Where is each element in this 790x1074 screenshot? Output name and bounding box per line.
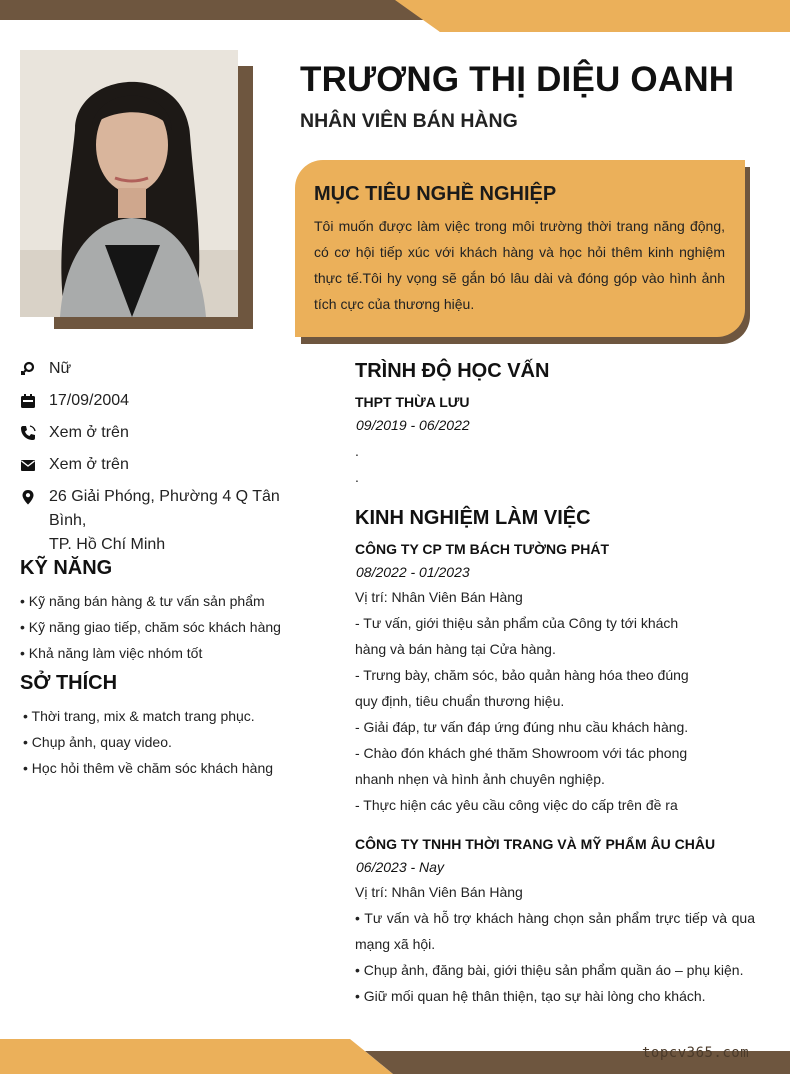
experience-title: KINH NGHIỆM LÀM VIỆC xyxy=(355,507,591,529)
top-bar-gold xyxy=(395,0,790,32)
job-detail: - Chào đón khách ghé thăm Showroom với tác phong xyxy=(355,745,688,761)
job-period: 08/2022 - 01/2023 xyxy=(356,564,470,580)
address-line-1: 26 Giải Phóng, Phường 4 Q Tân Bình, xyxy=(49,488,280,529)
calendar-icon xyxy=(20,393,36,409)
contact-email xyxy=(20,453,320,477)
contact-gender xyxy=(20,357,320,381)
job-detail: • Tư vấn và hỗ trợ khách hàng chọn sản phẩm trực tiếp và qua mạng xã hội. xyxy=(355,910,755,952)
contact-address xyxy=(20,485,320,557)
job-detail: Vị trí: Nhân Viên Bán Hàng xyxy=(355,884,523,900)
school-name: THPT THỪA LƯU xyxy=(355,394,470,410)
skill-item: • Kỹ năng giao tiếp, chăm sóc khách hàng xyxy=(20,619,281,635)
job-detail: - Thực hiện các yêu cầu công việc do cấp trên đề ra xyxy=(355,797,678,813)
email-icon xyxy=(20,457,36,473)
job-detail: • Chụp ảnh, đăng bài, giới thiệu sản phẩm quần áo – phụ kiện. xyxy=(355,962,744,978)
company-name: CÔNG TY TNHH THỜI TRANG VÀ MỸ PHẨM ÂU CHÂU xyxy=(355,836,716,852)
hobbies-title: SỞ THÍCH xyxy=(20,672,118,694)
candidate-name: TRƯƠNG THỊ DIỆU OANH xyxy=(300,60,735,99)
profile-photo xyxy=(20,50,238,317)
watermark: topcv365.com xyxy=(642,1045,750,1061)
phone-value: Xem ở trên xyxy=(49,424,129,441)
job-detail: hàng và bán hàng tại Cửa hàng. xyxy=(355,641,556,657)
company-name: CÔNG TY CP TM BÁCH TƯỜNG PHÁT xyxy=(355,541,610,557)
phone-icon xyxy=(20,425,36,441)
gender-icon xyxy=(20,361,36,377)
skill-item: • Kỹ năng bán hàng & tư vấn sản phẩm xyxy=(20,593,265,609)
hobby-item: • Thời trang, mix & match trang phục. xyxy=(23,708,255,724)
education-title: TRÌNH ĐỘ HỌC VẤN xyxy=(355,360,550,382)
contact-birthday xyxy=(20,389,320,413)
top-decor-bar xyxy=(0,0,790,32)
job-title: NHÂN VIÊN BÁN HÀNG xyxy=(300,110,518,132)
portrait-photo xyxy=(20,50,238,317)
address-value xyxy=(49,485,320,557)
bottom-bar-gold xyxy=(0,1039,393,1074)
contact-phone xyxy=(20,421,320,445)
education-line: . xyxy=(355,443,359,459)
skill-item: • Khả năng làm việc nhóm tốt xyxy=(20,645,203,661)
job-detail: quy định, tiêu chuẩn thương hiệu. xyxy=(355,693,565,709)
education-period: 09/2019 - 06/2022 xyxy=(356,417,470,433)
skills-title: KỸ NĂNG xyxy=(20,557,113,579)
job-detail: Vị trí: Nhân Viên Bán Hàng xyxy=(355,589,523,605)
email-value: Xem ở trên xyxy=(49,456,129,473)
objective-title: MỤC TIÊU NGHỀ NGHIỆP xyxy=(314,183,557,205)
job-detail: - Giải đáp, tư vấn đáp ứng đúng nhu cầu khách hàng. xyxy=(355,719,689,735)
job-detail: nhanh nhẹn và hình ảnh chuyên nghiệp. xyxy=(355,771,605,787)
hobby-item: • Chụp ảnh, quay video. xyxy=(23,734,172,750)
job-detail: • Giữ mối quan hệ thân thiện, tạo sự hài lòng cho khách. xyxy=(355,988,706,1004)
address-line-2: TP. Hồ Chí Minh xyxy=(49,536,166,553)
top-bar-gap xyxy=(0,20,440,32)
job-detail: - Tư vấn, giới thiệu sản phẩm của Công ty tới khách xyxy=(355,615,679,631)
hobby-item: • Học hỏi thêm về chăm sóc khách hàng xyxy=(23,760,274,776)
job-detail: - Trưng bày, chăm sóc, bảo quản hàng hóa theo đúng xyxy=(355,667,689,683)
education-line: . xyxy=(355,469,359,485)
objective-text: Tôi muốn được làm việc trong môi trường thời trang năng động, có cơ hội tiếp xúc với khách hàng và học hỏi thêm kinh nghiệm thực tế.Tôi hy vọng sẽ gắn bó lâu dài và đóng góp vào hình ảnh tích cực của thương hiệu. xyxy=(314,218,725,312)
job-period: 06/2023 - Nay xyxy=(356,859,444,875)
location-icon xyxy=(20,489,36,505)
gender-value: Nữ xyxy=(49,360,72,377)
birthday-value: 17/09/2004 xyxy=(49,392,130,409)
